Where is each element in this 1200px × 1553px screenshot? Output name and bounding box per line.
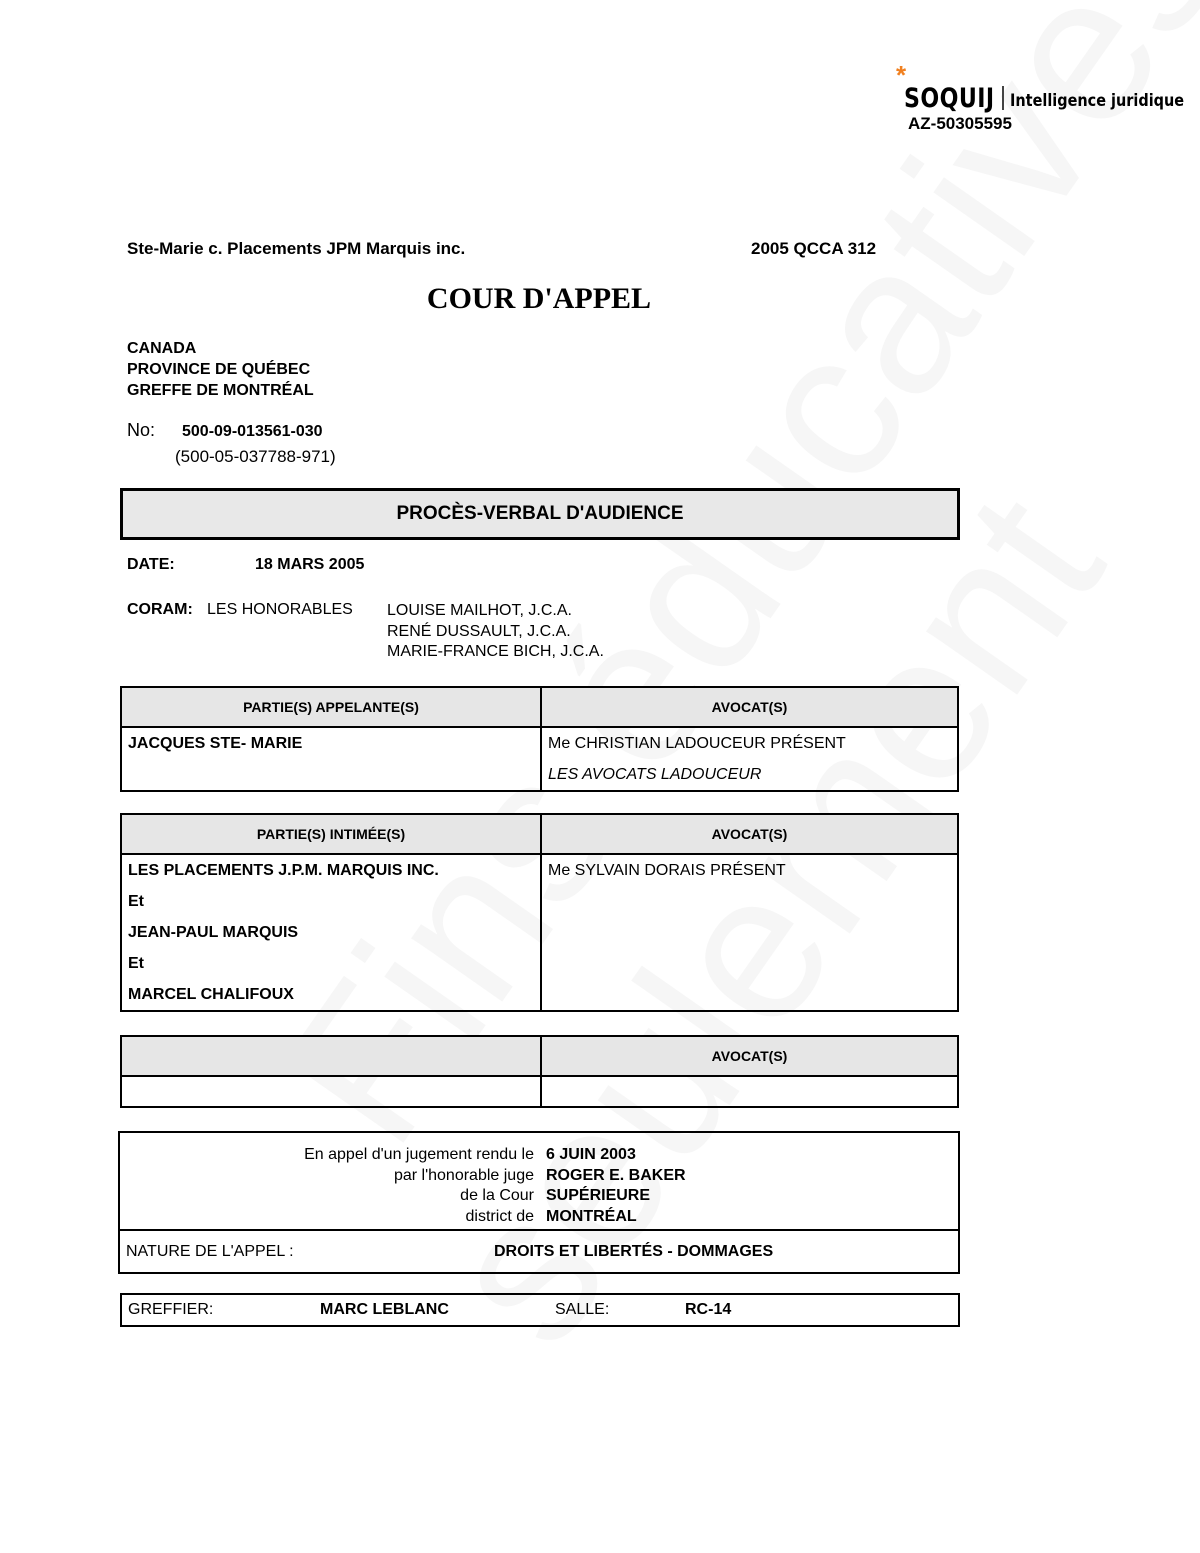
location-line: GREFFE DE MONTRÉAL: [127, 382, 314, 399]
coram-honorables: LES HONORABLES: [207, 601, 353, 618]
location-block: [127, 338, 314, 401]
judge-name: MARIE-FRANCE BICH, J.C.A.: [387, 643, 604, 660]
logo-divider: [1002, 86, 1004, 110]
date-label: DATE:: [127, 556, 175, 573]
reference-number: AZ-50305595: [908, 114, 1012, 133]
other-parties-cell: [121, 1076, 541, 1107]
nature-label: NATURE DE L'APPEL :: [126, 1243, 294, 1260]
salle-value: RC-14: [685, 1301, 732, 1318]
other-lawyers-cell: [541, 1076, 958, 1107]
lawyer-name: Me CHRISTIAN LADOUCEUR PRÉSENT: [548, 735, 846, 752]
appellants-parties-cell: [121, 727, 541, 791]
appeal-values: [546, 1145, 686, 1227]
appellants-table: [120, 686, 959, 792]
party-name: LES PLACEMENTS J.P.M. MARQUIS INC.: [128, 862, 439, 879]
document-title-text: PROCÈS-VERBAL D'AUDIENCE: [396, 503, 684, 524]
district: MONTRÉAL: [546, 1207, 637, 1225]
file-number-label: No:: [127, 420, 156, 440]
respondents-lawyers-header: AVOCAT(S): [541, 814, 958, 854]
other-parties-header: [121, 1036, 541, 1076]
soquij-logo: [896, 60, 1200, 114]
lawyer-name: Me SYLVAIN DORAIS PRÉSENT: [548, 862, 786, 879]
logo-star-icon: *: [896, 60, 907, 90]
appellants-lawyers-cell: [541, 727, 958, 791]
court-title: COUR D'APPEL: [426, 282, 652, 315]
hearing-date: 18 MARS 2005: [255, 556, 365, 573]
judge-a-quo: ROGER E. BAKER: [546, 1166, 686, 1184]
salle-label: SALLE:: [555, 1301, 610, 1318]
appeal-nature: DROITS ET LIBERTÉS - DOMMAGES: [494, 1243, 774, 1260]
location-line: PROVINCE DE QUÉBEC: [127, 361, 311, 378]
respondents-table: [120, 813, 959, 1012]
court-name: SUPÉRIEURE: [546, 1187, 651, 1204]
judge-name: RENÉ DUSSAULT, J.C.A.: [387, 622, 571, 640]
logo-tagline: Intelligence juridique: [1010, 91, 1185, 111]
coram-label: CORAM:: [127, 601, 193, 618]
greffier-label: GREFFIER:: [128, 1301, 214, 1318]
other-parties-table: [120, 1035, 959, 1108]
case-name: Ste-Marie c. Placements JPM Marquis inc.: [127, 239, 466, 258]
party-separator: Et: [128, 893, 144, 910]
respondents-header: PARTIE(S) INTIMÉE(S): [121, 814, 541, 854]
party-separator: Et: [128, 955, 144, 972]
party-name: JACQUES STE- MARIE: [128, 735, 303, 752]
respondents-parties-cell: [121, 854, 541, 1011]
other-lawyers-header: AVOCAT(S): [541, 1036, 958, 1076]
appeal-labels: [120, 1145, 534, 1227]
location-line: CANADA: [127, 340, 197, 357]
judges-list: [387, 601, 604, 663]
judgment-date: 6 JUIN 2003: [546, 1146, 636, 1163]
appellants-header: PARTIE(S) APPELANTE(S): [121, 687, 541, 727]
clerk-details: [120, 1293, 960, 1327]
greffier-name: MARC LEBLANC: [320, 1301, 449, 1318]
appeal-divider: [120, 1229, 958, 1231]
appeal-label: par l'honorable juge: [393, 1166, 534, 1184]
appeal-label: En appel d'un jugement rendu le: [304, 1146, 534, 1163]
appeal-label: district de: [465, 1207, 534, 1225]
appeal-details: [118, 1131, 960, 1274]
appellants-lawyers-header: AVOCAT(S): [541, 687, 958, 727]
judge-name: LOUISE MAILHOT, J.C.A.: [387, 602, 572, 619]
citation: 2005 QCCA 312: [751, 239, 877, 258]
file-number: 500-09-013561-030: [182, 423, 323, 440]
logo-brand: SOQUIJ: [904, 83, 995, 114]
respondents-lawyers-cell: [541, 854, 958, 1011]
document-title: [120, 488, 960, 540]
lower-court-number: (500-05-037788-971): [175, 447, 336, 466]
law-firm: LES AVOCATS LADOUCEUR: [548, 766, 762, 783]
party-name: MARCEL CHALIFOUX: [128, 986, 294, 1003]
party-name: JEAN-PAUL MARQUIS: [128, 924, 299, 941]
appeal-label: de la Cour: [460, 1187, 534, 1204]
